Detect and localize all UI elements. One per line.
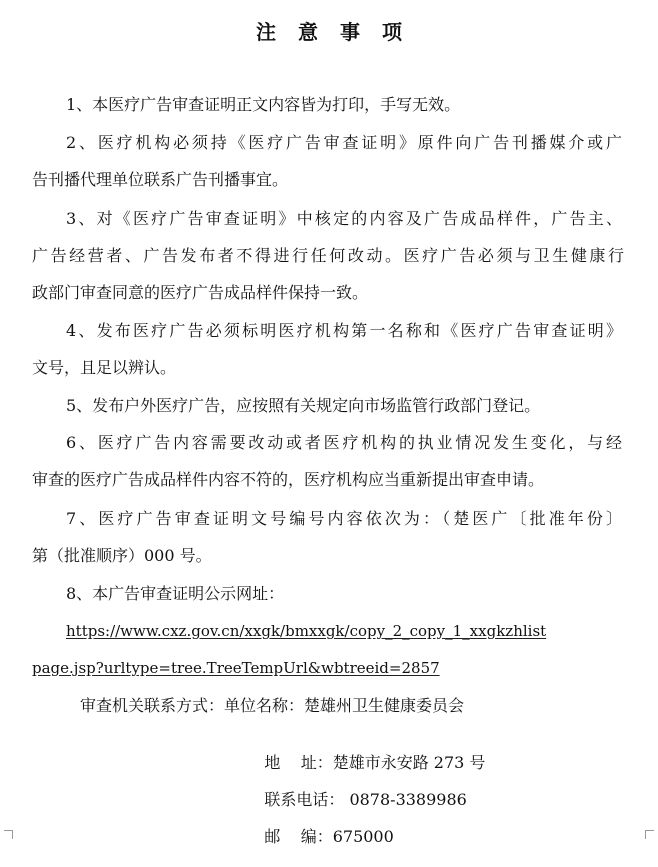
notice-item-3-line-3: 政部门审查同意的医疗广告成品样件保持一致。 [32,283,369,302]
contact-heading [80,696,464,716]
unit-value: 楚雄州卫生健康委员会 [304,696,465,715]
notice-item-8: 8、本广告审查证明公示网址： [66,584,285,603]
notice-item-3-line-1: 3、对《医疗广告审查证明》中核定的内容及广告成品样件，广告主、 [66,209,622,228]
notice-item-6-line-2: 审查的医疗广告成品样件内容不符的，医疗机构应当重新提出审查申请。 [32,470,545,489]
address-label: 地 址： [264,753,333,772]
notice-item-2-line-1: 2、医疗机构必须持《医疗广告审查证明》原件向广告刊播媒介或广 [66,133,622,152]
notice-item-4-line-2: 文号，且足以辨认。 [32,358,177,377]
public-url-line-1[interactable]: https://www.cxz.gov.cn/xxgk/bmxxgk/copy_2_copy_1_xxgkzhlist [66,622,547,640]
notice-item-3-line-2: 广告经营者、广告发布者不得进行任何改动。医疗广告必须与卫生健康行 [32,246,624,265]
notice-item-5: 5、发布户外医疗广告，应按照有关规定向市场监管行政部门登记。 [66,396,541,415]
postal-label: 邮 编： [264,827,333,846]
phone-value: 0878-3389986 [344,790,467,809]
unit-label: 单位名称： [224,696,305,715]
notice-item-7-line-1: 7、医疗广告审查证明文号编号内容依次为：（楚医广〔批准年份〕 [66,509,622,528]
public-url-line-2[interactable]: page.jsp?urltype=tree.TreeTempUrl&wbtreeid=2857 [32,659,440,677]
postal-row [244,807,394,867]
page-corner-mark-right [645,830,654,839]
notice-item-4-line-1: 4、发布医疗广告必须标明医疗机构第一名称和《医疗广告审查证明》 [66,321,622,340]
address-value: 楚雄市永安路 273 号 [332,753,486,772]
phone-label: 联系电话： [264,790,345,809]
notice-item-1: 1、本医疗广告审查证明正文内容皆为打印，手写无效。 [66,95,461,114]
notice-item-7-line-2: 第（批准顺序）000 号。 [32,546,212,565]
page-title: 注意事项 [256,20,424,44]
contact-prefix: 审查机关联系方式： [80,696,225,715]
notice-item-6-line-1: 6、医疗广告内容需要改动或者医疗机构的执业情况发生变化，与经 [66,433,622,452]
postal-value: 675000 [332,827,394,846]
notice-item-2-line-2: 告刊播代理单位联系广告刊播事宜。 [32,170,289,189]
page-corner-mark-left [4,830,13,839]
